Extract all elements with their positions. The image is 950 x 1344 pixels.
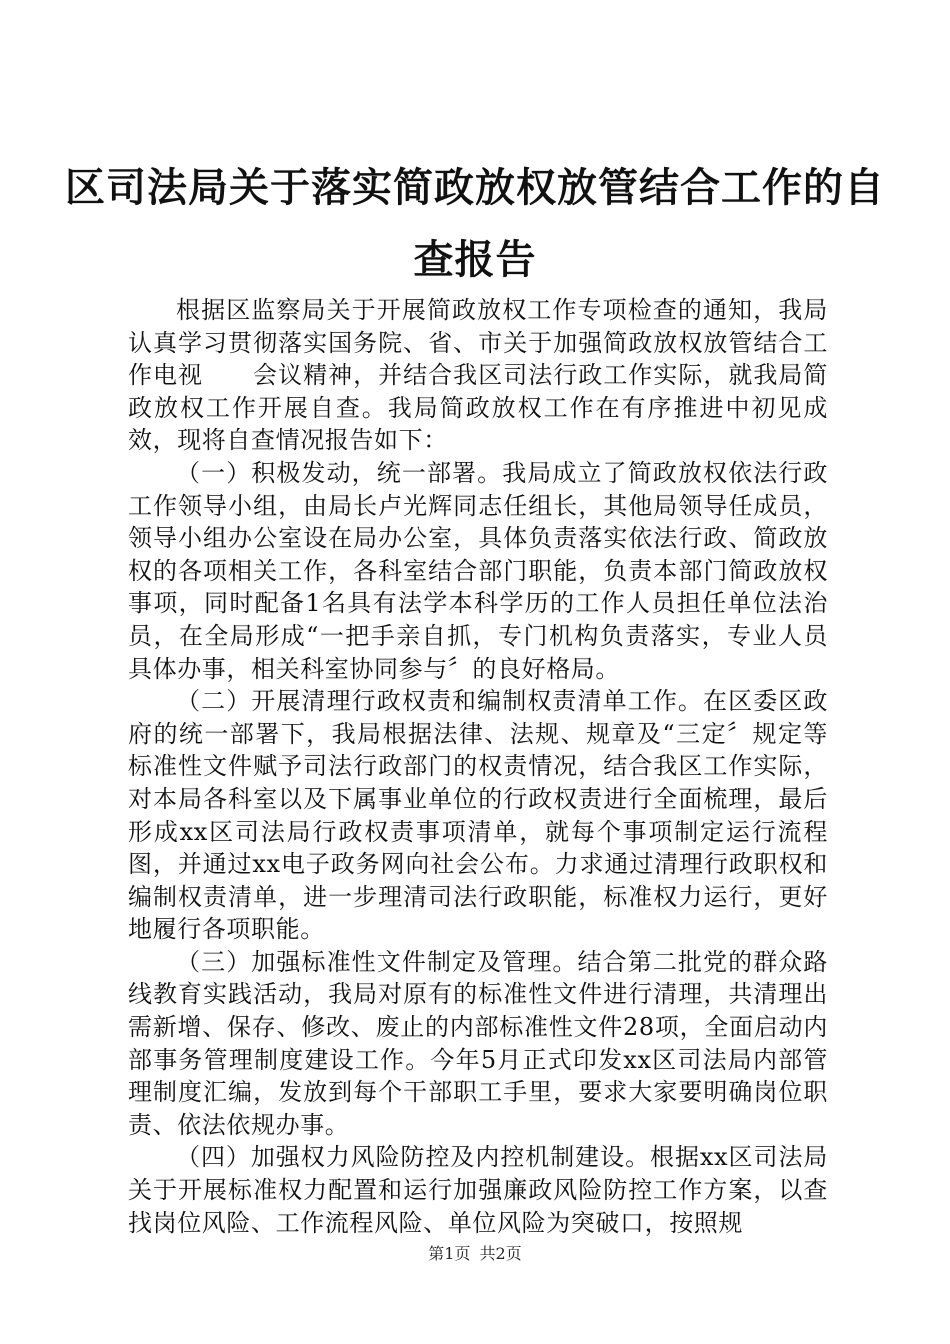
document-body (128, 294, 828, 1239)
paragraph-section-1: （一）积极发动，统一部署。我局成立了简政放权依法行政工作领导小组，由局长卢光辉同志任组长，其他局领导任成员，领导小组办公室设在局办公室，具体负责落实依法行政、简政放权的各项相关工作，各科室结合部门职能，负责本部门简政放权事项，同时配备1名具有法学本科学历的工作人员担任单位法治员，在全局形成“一把手亲自抓，专门机构负责落实，专业人员具体办事，相关科室协同参与〞的良好格局。 (128, 458, 828, 683)
document-title: 区司法局关于落实简政放权放管结合工作的自查报告 (65, 164, 885, 283)
paragraph-section-3: （三）加强标准性文件制定及管理。结合第二批党的群众路线教育实践活动，我局对原有的标准性文件进行清理，共清理出需新增、保存、修改、废止的内部标准性文件28项，全面启动内部事务管理制度建设工作。今年5月正式印发xx区司法局内部管理制度汇编，发放到每个干部职工手里，要求大家要明确岗位职责、依法依规办事。 (128, 947, 828, 1139)
paragraph-intro: 根据区监察局关于开展简政放权工作专项检查的通知，我局认真学习贯彻落实国务院、省、市关于加强简政放权放管结合工作电视 会议精神，并结合我区司法行政工作实际，就我局简政放权工作开展自查。我局简政放权工作在有序推进中初见成效，现将自查情况报告如下： (128, 296, 828, 455)
paragraph-section-2: （二）开展清理行政权责和编制权责清单工作。在区委区政府的统一部署下，我局根据法律、法规、规章及“三定〞规定等标准性文件赋予司法行政部门的权责情况，结合我区工作实际，对本局各科室以及下属事业单位的行政权责进行全面梳理，最后形成xx区司法局行政权责事项清单，就每个事项制定运行流程图，并通过xx电子政务网向社会公布。力求通过清理行政职权和编制权责清单，进一步理清司法行政职能，标准权力运行，更好地履行各项职能。 (128, 687, 828, 944)
page-footer (0, 1243, 950, 1265)
page-number: 第1页 (428, 1244, 471, 1263)
paragraph-section-4: （四）加强权力风险防控及内控机制建设。根据xx区司法局关于开展标准权力配置和运行加强廉政风险防控工作方案，以查找岗位风险、工作流程风险、单位风险为突破口，按照规 (128, 1143, 828, 1237)
page-total: 共2页 (479, 1244, 522, 1263)
